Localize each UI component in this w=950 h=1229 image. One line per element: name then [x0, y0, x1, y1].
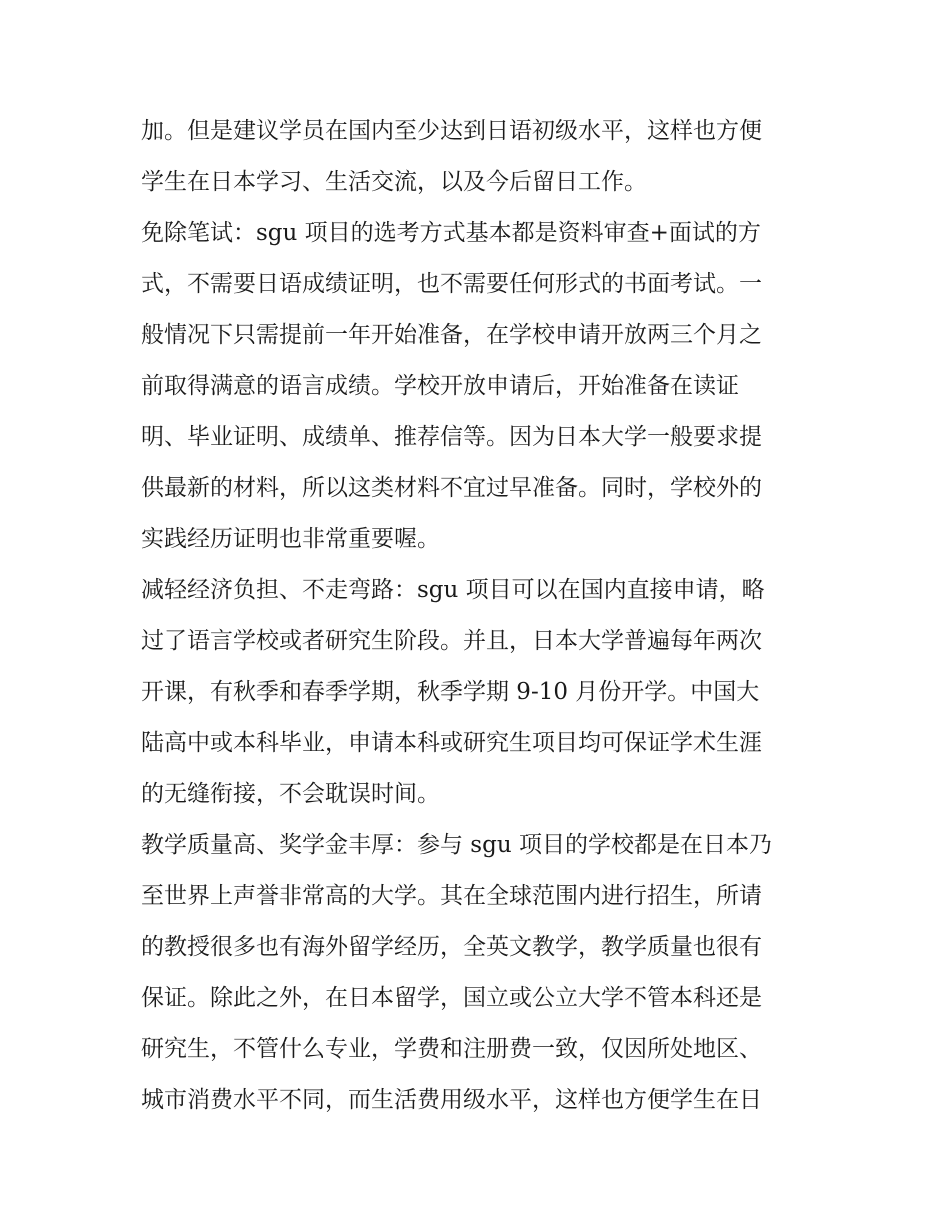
- text-line: 保证。除此之外，在日本留学，国立或公立大学不管本科还是: [141, 985, 762, 1011]
- text-line: 教学质量高、奖学金丰厚：参与 sgu 项目的学校都是在日本乃: [141, 832, 772, 858]
- text-line: 明、毕业证明、成绩单、推荐信等。因为日本大学一般要求提: [141, 424, 762, 450]
- text-line: 前取得满意的语言成绩。学校开放申请后，开始准备在读证: [141, 373, 739, 399]
- text-line: 陆高中或本科毕业，申请本科或研究生项目均可保证学术生涯: [141, 730, 762, 756]
- text-line: 加。但是建议学员在国内至少达到日语初级水平，这样也方便: [141, 118, 762, 144]
- text-line: 的无缝衔接，不会耽误时间。: [141, 781, 440, 807]
- text-line: 至世界上声誉非常高的大学。其在全球范围内进行招生，所请: [141, 883, 762, 909]
- text-line: 减轻经济负担、不走弯路：sgu 项目可以在国内直接申请，略: [141, 577, 765, 603]
- text-line: 实践经历证明也非常重要喔。: [141, 526, 440, 552]
- text-line: 般情况下只需提前一年开始准备，在学校申请开放两三个月之: [141, 322, 762, 348]
- text-line: 的教授很多也有海外留学经历，全英文教学，教学质量也很有: [141, 934, 762, 960]
- text-line: 开课，有秋季和春季学期，秋季学期 9-10 月份开学。中国大: [141, 679, 760, 705]
- text-line: 研究生，不管什么专业，学费和注册费一致，仅因所处地区、: [141, 1036, 762, 1062]
- text-line: 过了语言学校或者研究生阶段。并且，日本大学普遍每年两次: [141, 628, 762, 654]
- text-line: 学生在日本学习、生活交流，以及今后留日工作。: [141, 169, 647, 195]
- text-line: 免除笔试：sgu 项目的选考方式基本都是资料审查+面试的方: [141, 220, 761, 246]
- text-line: 城市消费水平不同，而生活费用级水平，这样也方便学生在日: [141, 1087, 762, 1113]
- document-body: [141, 106, 813, 1126]
- text-line: 供最新的材料，所以这类材料不宜过早准备。同时，学校外的: [141, 475, 762, 501]
- text-line: 式，不需要日语成绩证明，也不需要任何形式的书面考试。一: [141, 271, 762, 297]
